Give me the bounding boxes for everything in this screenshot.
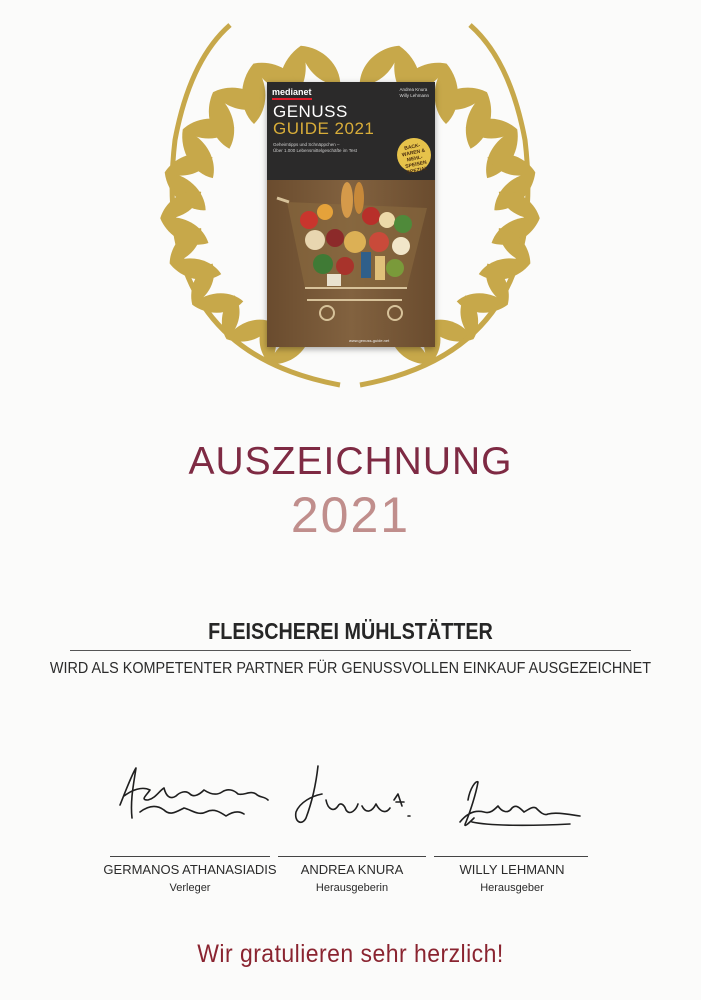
cover-subtitle-1: Geheimtipps und Schnäppchen – <box>273 142 340 147</box>
recipient-name: FLEISCHEREI MÜHLSTÄTTER <box>208 618 493 644</box>
signature-line-1 <box>110 856 270 857</box>
signatory-name-1: GERMANOS ATHANASIADIS <box>103 862 277 877</box>
award-year: 2021 <box>290 487 411 543</box>
signatory-name-3: WILLY LEHMANN <box>459 862 565 877</box>
signature-line-3 <box>434 856 588 857</box>
cover-subtitle-2: Über 1.000 Lebensmittelgeschäfte im Test <box>273 148 357 153</box>
genuss-guide-cover <box>267 82 435 347</box>
award-statement: WIRD ALS KOMPETENTER PARTNER FÜR GENUSSVOLLEN EINKAUF AUSGEZEICHNET <box>49 660 652 677</box>
cover-author-2: Willy Lehmann <box>399 93 429 98</box>
signature-lehmann <box>460 782 580 826</box>
cover-special-badge: BACK-WAREN & MEHL-SPEISEN SPEZIAL <box>394 135 434 175</box>
signatory-name-2: ANDREA KNURA <box>300 862 404 877</box>
signature-line-2 <box>278 856 426 857</box>
award-title: AUSZEICHNUNG <box>188 440 513 483</box>
cover-title-guide: GUIDE 2021 <box>273 119 375 138</box>
signatory-role-2: Herausgeberin <box>315 882 389 894</box>
cover-subtitle <box>273 142 383 154</box>
signatory-role-3: Herausgeber <box>480 882 544 894</box>
signatory-role-1: Verleger <box>169 882 211 894</box>
cover-title-genuss: GENUSS <box>273 102 348 121</box>
signature-athanasiadis <box>120 768 268 818</box>
closing-congratulations: Wir gratulieren sehr herzlich! <box>197 940 504 968</box>
signature-knura <box>296 766 410 822</box>
cover-grocery-cart-photo <box>267 180 435 347</box>
cover-authors <box>399 87 429 99</box>
divider <box>70 650 631 651</box>
signatures <box>0 760 701 860</box>
cover-author-1: Andrea Knura <box>399 87 428 92</box>
cover-brand-logo: medianet <box>272 87 312 100</box>
cover-url: www.genuss-guide.net <box>349 338 390 343</box>
